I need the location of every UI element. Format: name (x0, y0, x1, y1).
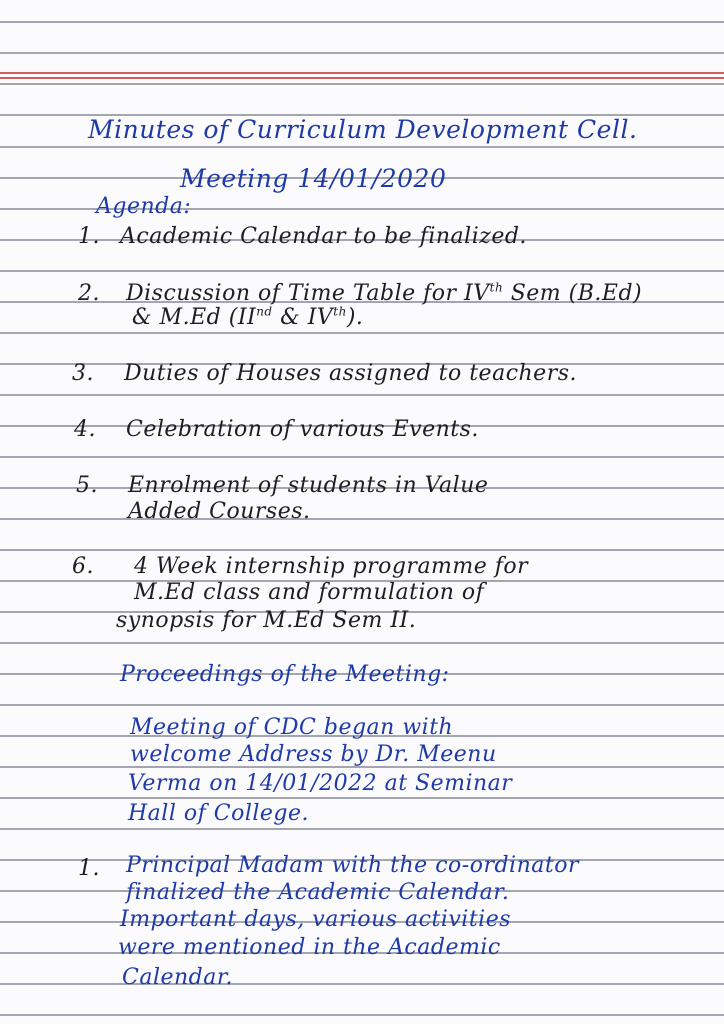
agenda-item-number: 2. (78, 281, 100, 306)
ordinal-suffix: th (489, 280, 504, 295)
proceedings-item-line: Important days, various activities (120, 907, 512, 932)
agenda-item-text: & IV (272, 305, 334, 330)
agenda-item-6-continuation: synopsis for M.Ed Sem II. (116, 608, 417, 633)
proceedings-item-line: finalized the Academic Calendar. (126, 880, 510, 905)
agenda-item-number: 5. (76, 473, 98, 498)
proceedings-item-line: were mentioned in the Academic (118, 935, 501, 960)
agenda-item-text-end: ). (346, 305, 364, 330)
proceedings-item-number: 1. (78, 856, 100, 881)
proceedings-intro-line: Meeting of CDC began with (130, 715, 454, 740)
proceedings-item-line: Calendar. (122, 965, 233, 990)
proceedings-intro-line: Verma on 14/01/2022 at Seminar (128, 771, 513, 796)
agenda-item-text: Discussion of Time Table for IV (126, 281, 490, 306)
proceedings-heading: Proceedings of the Meeting: (120, 662, 450, 687)
proceedings-intro-line: welcome Address by Dr. Meenu (130, 742, 497, 767)
agenda-item-3 (72, 363, 577, 385)
proceedings-intro-line: Hall of College. (128, 801, 310, 826)
agenda-item-number: 1. (78, 224, 100, 249)
agenda-label: Agenda: (96, 194, 192, 219)
header-rule-top (0, 72, 724, 74)
agenda-item-5 (76, 475, 488, 497)
agenda-item-text: Celebration of various Events. (126, 417, 479, 442)
minutes-title: Minutes of Curriculum Development Cell. (88, 115, 638, 144)
agenda-item-5-continuation: Added Courses. (128, 499, 311, 524)
agenda-item-number: 4. (74, 417, 96, 442)
agenda-item-text: Duties of Houses assigned to teachers. (124, 361, 578, 386)
agenda-item-number: 3. (72, 361, 94, 386)
agenda-item-2 (78, 280, 643, 306)
agenda-item-number: 6. (72, 554, 94, 579)
agenda-item-6-continuation: M.Ed class and formulation of (134, 580, 485, 605)
agenda-item-2-continuation (132, 304, 364, 330)
agenda-item-6 (72, 556, 528, 578)
header-rule-bottom (0, 77, 724, 79)
agenda-item-text: Academic Calendar to be finalized. (120, 224, 527, 249)
proceedings-item-line: Principal Madam with the co-ordinator (126, 853, 579, 878)
ordinal-suffix: nd (256, 304, 273, 319)
meeting-date-line: Meeting 14/01/2020 (180, 164, 447, 193)
agenda-item-1 (78, 226, 527, 248)
agenda-item-4 (74, 419, 479, 441)
agenda-item-text: & M.Ed (II (132, 305, 257, 330)
agenda-item-text: Enrolment of students in Value (128, 473, 489, 498)
agenda-item-text: 4 Week internship programme for (134, 554, 529, 579)
agenda-item-text-end: Sem (B.Ed) (503, 281, 643, 306)
ordinal-suffix: th (333, 304, 347, 319)
